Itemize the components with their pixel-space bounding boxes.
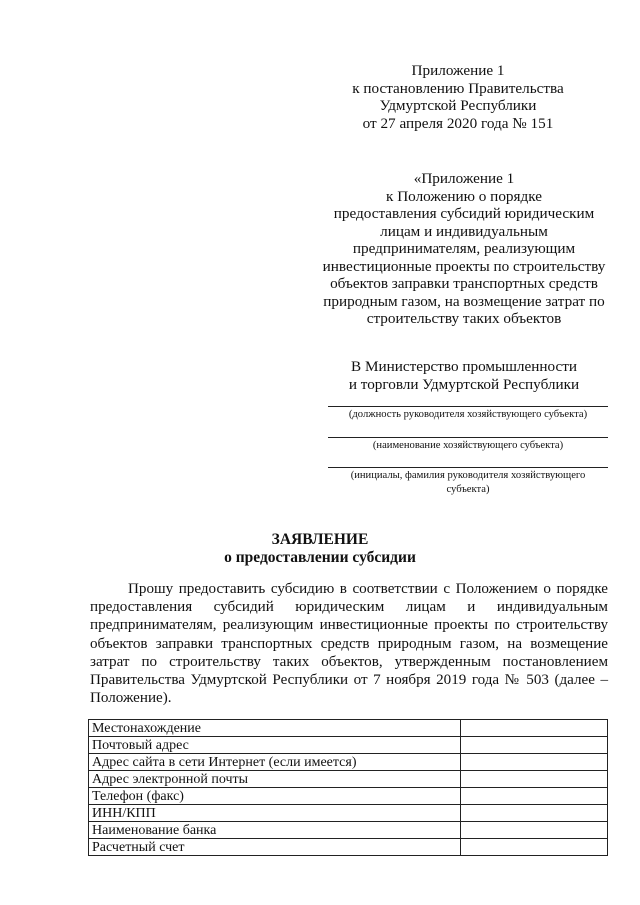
row-value-cell[interactable] [461, 737, 608, 754]
row-label: Телефон (факс) [89, 788, 461, 805]
title-line: ЗАЯВЛЕНИЕ [271, 531, 369, 548]
table-row [89, 754, 608, 771]
fill-line [328, 467, 608, 468]
entity-name-field[interactable] [328, 437, 608, 453]
body-line: объектов заправки транспортных средств природным газом, на возмещение [90, 635, 608, 652]
row-value-cell[interactable] [461, 839, 608, 856]
position-field[interactable] [328, 406, 608, 422]
regulation-line: к Положению о порядке [386, 187, 542, 205]
body-line: Положение). [90, 690, 172, 707]
application-body [90, 580, 608, 707]
regulation-line: предоставления субсидий юридическим [333, 205, 595, 222]
appendix-line: Приложение 1 [411, 62, 505, 79]
table-row [89, 805, 608, 822]
row-label: Адрес электронной почты [89, 771, 461, 788]
body-line: Правительства Удмуртской Республики от 7 ноября 2019 года № 503 (далее – [90, 672, 608, 689]
regulation-line: «Приложение 1 [413, 170, 515, 187]
appendix-line: Удмуртской Республики [379, 97, 537, 114]
row-value-cell[interactable] [461, 788, 608, 805]
addressee [330, 358, 598, 393]
row-value-cell[interactable] [461, 805, 608, 822]
table-row [89, 822, 608, 839]
requisites-table [88, 719, 608, 856]
fill-line [328, 437, 608, 438]
regulation-appendix-header [312, 170, 616, 328]
document-title [0, 531, 640, 567]
row-value-cell[interactable] [461, 754, 608, 771]
caption-line: субъекта) [446, 484, 490, 495]
row-value-cell[interactable] [461, 771, 608, 788]
addressee-line: и торговли Удмуртской Республики [348, 375, 580, 393]
appendix-line: от 27 апреля 2020 года № 151 [362, 114, 554, 132]
head-initials-caption [328, 469, 608, 497]
body-line: предоставления субсидий юридическим лицам и индивидуальным [90, 599, 608, 616]
row-label: Почтовый адрес [89, 737, 461, 754]
regulation-line: строительству таких объектов [366, 310, 562, 327]
regulation-line: лицам и индивидуальным [380, 222, 548, 240]
addressee-line: В Министерство промышленности [351, 358, 577, 375]
row-label: Местонахождение [89, 720, 461, 737]
head-initials-field[interactable] [328, 467, 608, 497]
row-label: Наименование банка [89, 822, 461, 839]
regulation-line: объектов заправки транспортных средств [330, 275, 598, 292]
body-line: затрат по строительству таких объектов, утвержденным постановлением [90, 653, 608, 670]
fill-line [328, 406, 608, 407]
entity-name-caption: (наименование хозяйствующего субъекта) [372, 440, 564, 451]
regulation-line: природным газом, на возмещение затрат по [323, 292, 605, 310]
position-caption: (должность руководителя хозяйствующего субъекта) [348, 409, 588, 420]
regulation-line: инвестиционные проекты по строительству [322, 257, 606, 275]
subtitle-line: о предоставлении субсидии [224, 549, 416, 566]
body-line: Прошу предоставить субсидию в соответствии с Положением о порядке [128, 581, 608, 597]
table-row [89, 720, 608, 737]
appendix-header [330, 62, 586, 132]
row-value-cell[interactable] [461, 720, 608, 737]
table-row [89, 737, 608, 754]
table-row [89, 788, 608, 805]
table-row [89, 771, 608, 788]
row-label: ИНН/КПП [89, 805, 461, 822]
body-line: предпринимателям, реализующим инвестиционные проекты по строительству [90, 617, 608, 634]
row-value-cell[interactable] [461, 822, 608, 839]
row-label: Адрес сайта в сети Интернет (если имеется) [89, 754, 461, 771]
appendix-line: к постановлению Правительства [352, 79, 564, 97]
caption-line: (инициалы, фамилия руководителя хозяйствующего [350, 470, 586, 481]
regulation-line: предпринимателям, реализующим [352, 240, 576, 257]
table-row [89, 839, 608, 856]
row-label: Расчетный счет [89, 839, 461, 856]
